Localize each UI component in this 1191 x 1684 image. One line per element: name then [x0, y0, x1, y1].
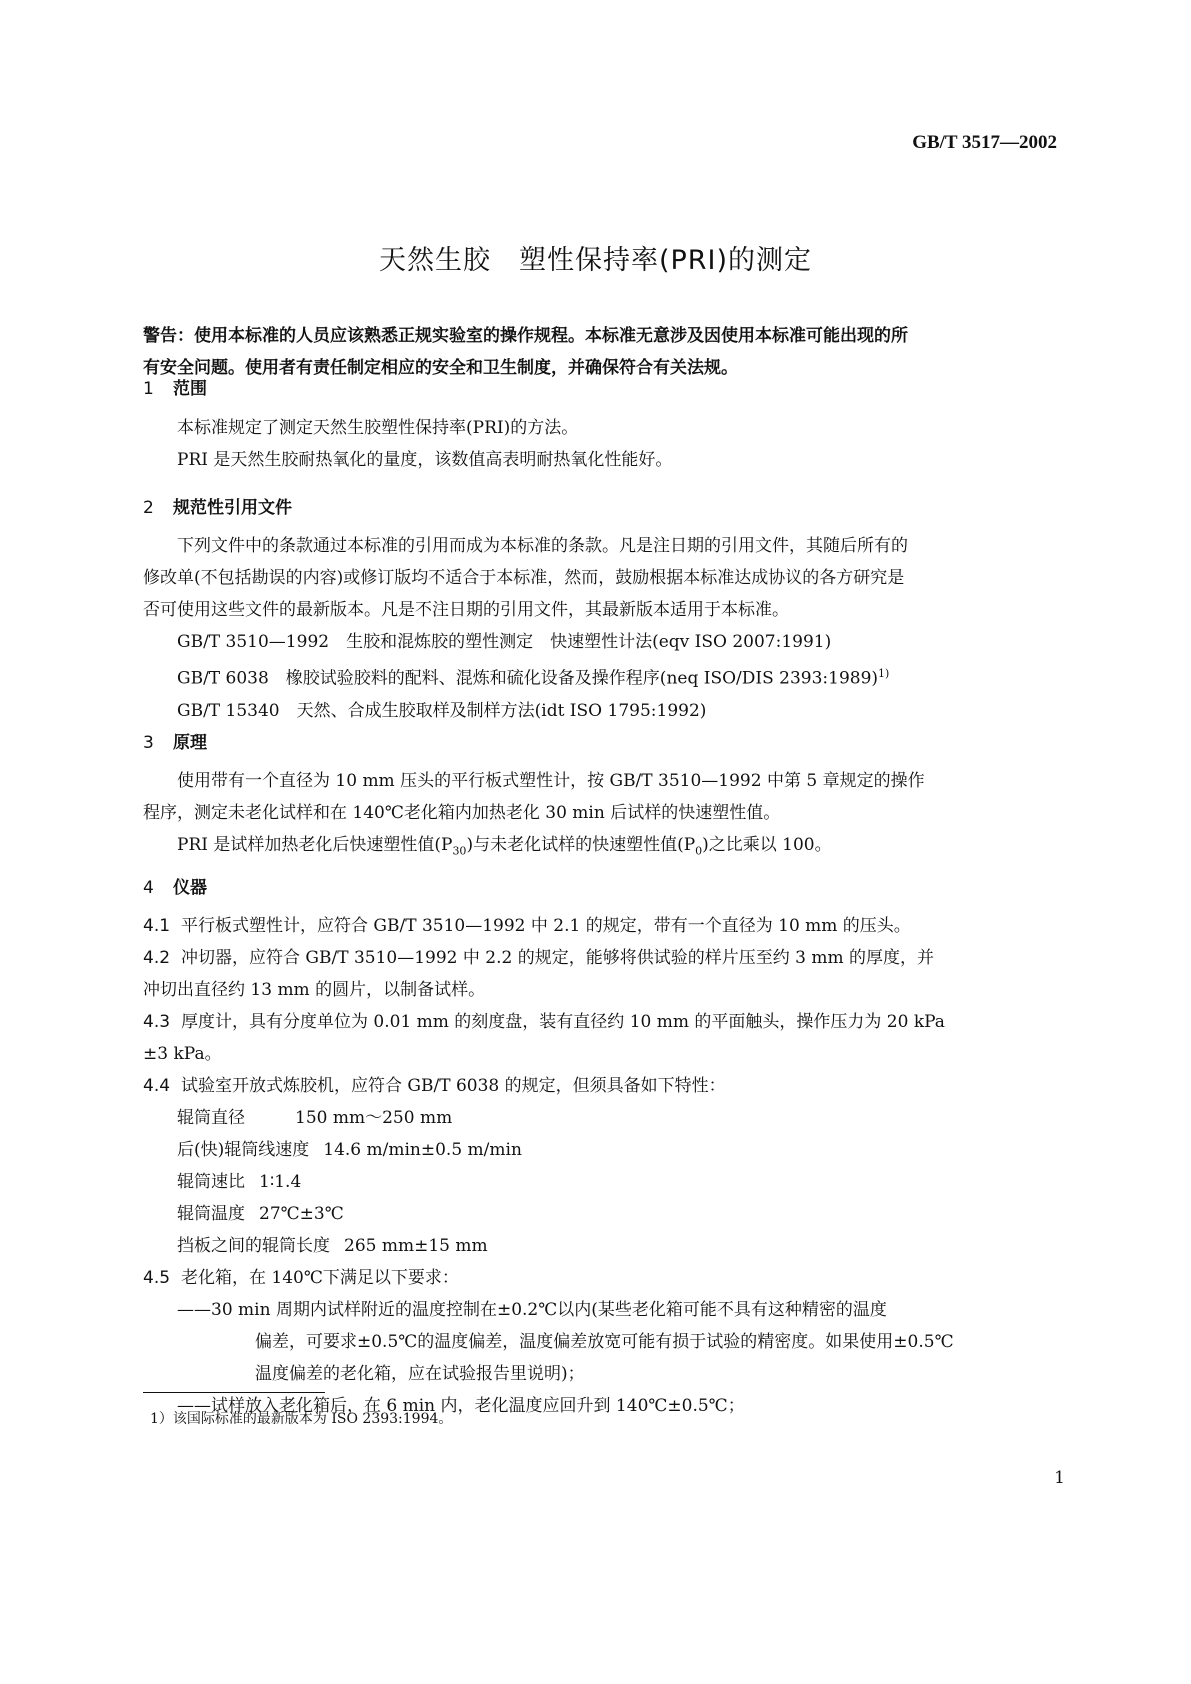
- dash-item: ——试样放入老化箱后，在 6 min 内，老化温度应回升到 140℃±0.5℃；: [177, 1396, 745, 1416]
- section-heading-scope: 1 范围: [143, 379, 207, 399]
- paragraph: 使用带有一个直径为 10 mm 压头的平行板式塑性计，按 GB/T 3510—1992 中第 5 章规定的操作: [177, 771, 925, 791]
- section-heading-principle: 3 原理: [143, 733, 207, 753]
- standard-code: GB/T 3517—2002: [912, 132, 1057, 153]
- footnote-divider: [143, 1392, 325, 1393]
- page-number: 1: [1054, 1468, 1065, 1488]
- paragraph: 下列文件中的条款通过本标准的引用而成为本标准的条款。凡是注日期的引用文件，其随后所有的: [177, 536, 908, 556]
- paragraph: 程序，测定未老化试样和在 140℃老化箱内加热老化 30 min 后试样的快速塑性值。: [143, 803, 781, 823]
- warning-line: 有安全问题。使用者有责任制定相应的安全和卫生制度，并确保符合有关法规。: [143, 358, 738, 378]
- footnote-marker: 1): [878, 667, 890, 680]
- paragraph: 否可使用这些文件的最新版本。凡是不注日期的引用文件，其最新版本适用于本标准。: [143, 600, 789, 620]
- paragraph: 修改单(不包括勘误的内容)或修订版均不适合于本标准，然而，鼓励根据本标准达成协议的各方研究是: [143, 568, 905, 588]
- warning-line: 警告：使用本标准的人员应该熟悉正规实验室的操作规程。本标准无意涉及因使用本标准可能出现的所: [143, 326, 908, 346]
- warning-notice: [143, 320, 1063, 384]
- clause-4-2-cont: 冲切出直径约 13 mm 的圆片，以制备试样。: [143, 980, 486, 1000]
- section-body-scope: [143, 412, 1063, 476]
- spec-row: 辊筒速比 1∶1.4: [177, 1172, 302, 1192]
- dash-item: ——30 min 周期内试样附近的温度控制在±0.2℃以内(某些老化箱可能不具有这种精密的温度: [177, 1300, 887, 1320]
- reference-item: GB/T 15340 天然、合成生胶取样及制样方法(idt ISO 1795:1992): [177, 700, 707, 721]
- document-title: 天然生胶 塑性保持率(PRI)的测定: [378, 245, 813, 276]
- paragraph: PRI 是试样加热老化后快速塑性值$(P_{30})$与未老化试样的快速塑性值$(P_0)$之比乘以 100。: [177, 835, 832, 858]
- reference-item: GB/T 6038 橡胶试验胶料的配料、混炼和硫化设备及操作程序(neq ISO/DIS 2393:1989)$^{1)}$: [177, 667, 890, 689]
- dash-item-cont: 温度偏差的老化箱，应在试验报告里说明)；: [255, 1364, 585, 1384]
- section-body-apparatus: [143, 910, 1063, 1422]
- section-heading-normative-references: 2 规范性引用文件: [143, 498, 292, 518]
- spec-row: 辊筒温度 27℃±3℃: [177, 1204, 344, 1224]
- spec-row: 辊筒直径 150 mm～250 mm: [177, 1108, 453, 1128]
- section-body-principle: [143, 765, 1063, 867]
- footnote: 1）该国际标准的最新版本为 ISO 2393:1994。: [150, 1411, 453, 1427]
- clause-4-5: 4.5 老化箱，在 140℃下满足以下要求：: [143, 1268, 459, 1288]
- clause-4-2: 4.2 冲切器，应符合 GB/T 3510—1992 中 2.2 的规定，能够将供试验的样片压至约 3 mm 的厚度，并: [143, 948, 934, 968]
- clause-4-4: 4.4 试验室开放式炼胶机，应符合 GB/T 6038 的规定，但须具备如下特性：: [143, 1076, 726, 1096]
- clause-4-3: 4.3 厚度计，具有分度单位为 0.01 mm 的刻度盘，装有直径约 10 mm 的平面触头，操作压力为 20 kPa: [143, 1012, 945, 1032]
- section-heading-apparatus: 4 仪器: [143, 878, 207, 898]
- section-body-normative-references: [143, 530, 1063, 727]
- spec-row: 挡板之间的辊筒长度 265 mm±15 mm: [177, 1236, 488, 1256]
- clause-4-3-cont: ±3 kPa。: [143, 1044, 222, 1064]
- paragraph: PRI 是天然生胶耐热氧化的量度，该数值高表明耐热氧化性能好。: [177, 450, 673, 470]
- clause-4-1: 4.1 平行板式塑性计，应符合 GB/T 3510—1992 中 2.1 的规定，带有一个直径为 10 mm 的压头。: [143, 916, 911, 936]
- dash-item-cont: 偏差，可要求±0.5℃的温度偏差，温度偏差放宽可能有损于试验的精密度。如果使用±0.5℃: [255, 1332, 954, 1352]
- paragraph: 本标准规定了测定天然生胶塑性保持率(PRI)的方法。: [177, 418, 579, 438]
- spec-row: 后(快)辊筒线速度 14.6 m/min±0.5 m/min: [177, 1140, 522, 1160]
- reference-item: GB/T 3510—1992 生胶和混炼胶的塑性测定 快速塑性计法(eqv ISO 2007:1991): [177, 632, 832, 652]
